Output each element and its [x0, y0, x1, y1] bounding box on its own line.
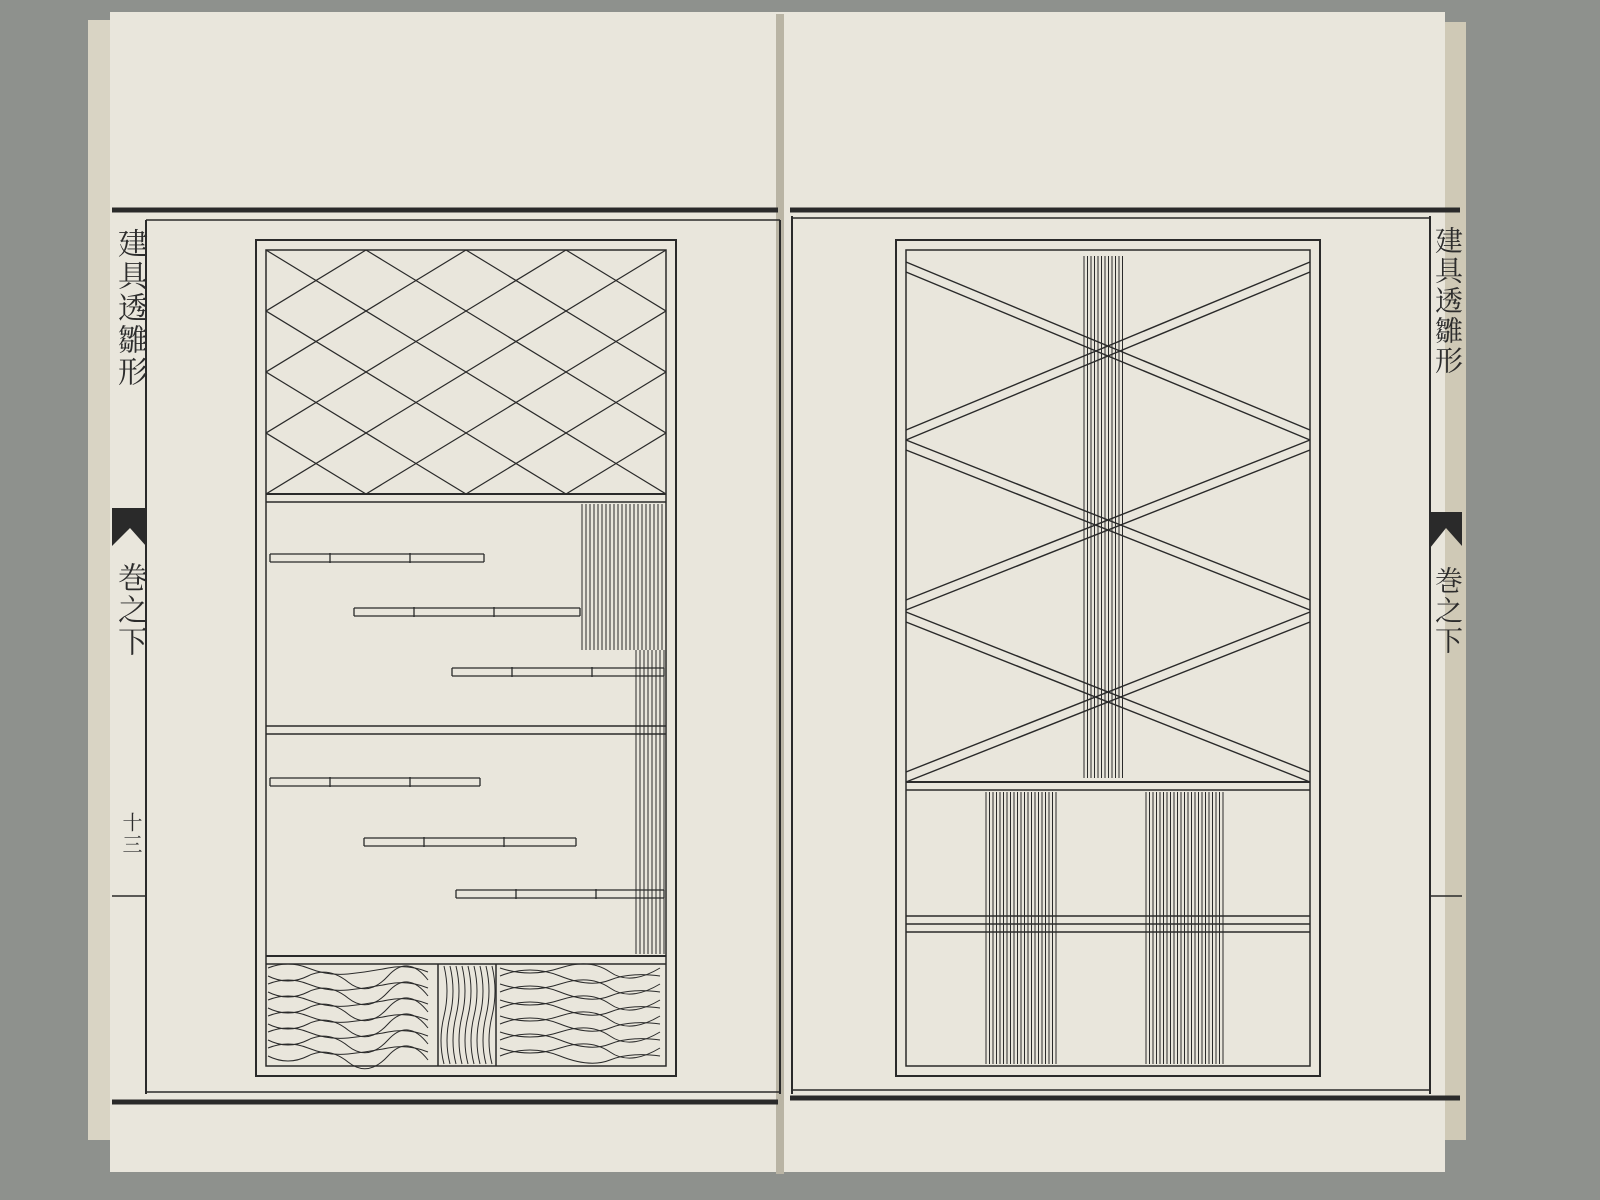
right-volume-label: 巻之下 — [1431, 566, 1464, 656]
right-margin-title: 建具透雛形 — [1431, 226, 1464, 376]
left-margin-title: 建具透雛形 — [112, 228, 147, 388]
page-frame-rules — [112, 210, 1462, 1102]
diamond-lattice — [0, 250, 1600, 494]
left-panel-design — [0, 240, 1600, 1076]
right-panel-design — [896, 240, 1320, 1076]
left-page-number: 十三 — [119, 812, 143, 856]
left-volume-label: 巻之下 — [112, 562, 147, 658]
